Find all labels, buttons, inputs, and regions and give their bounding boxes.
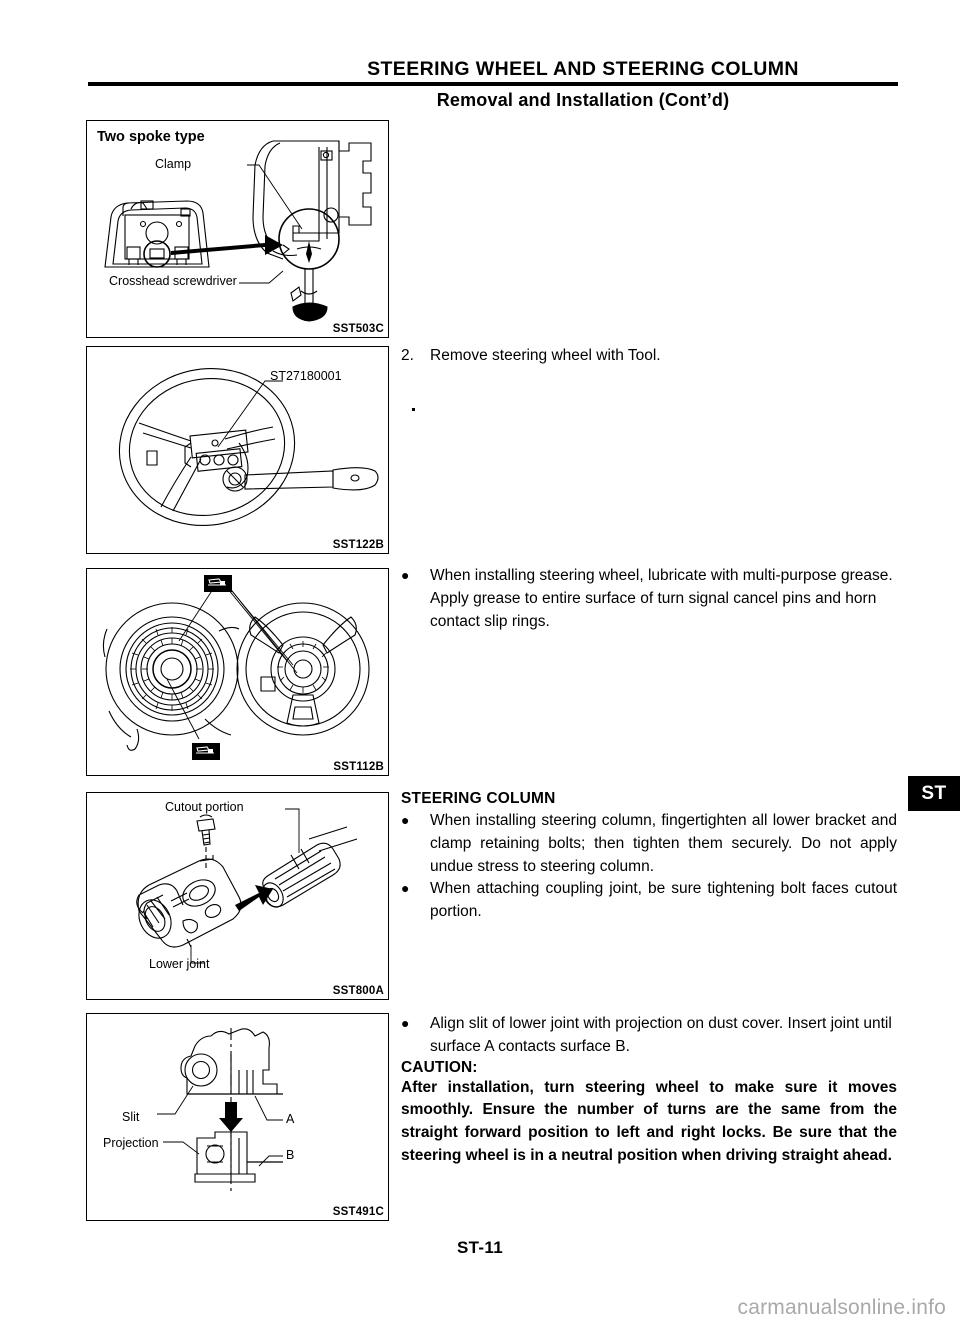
caution-section <box>401 1013 897 1168</box>
figure1-code: SST503C <box>332 323 384 335</box>
step-2 <box>401 345 897 367</box>
header-divider <box>88 82 898 85</box>
bullet-align <box>401 1013 897 1059</box>
page-header <box>88 58 898 111</box>
section-tab-st: ST <box>908 776 960 811</box>
steering-wheel-tool-illustration <box>87 347 387 552</box>
steering-column-section <box>401 790 897 924</box>
page-subtitle: Removal and Installation (Cont’d) <box>436 89 730 110</box>
watermark: carmanualsonline.info <box>737 1296 946 1319</box>
bullet-column-2 <box>401 878 897 924</box>
bullet-icon: ● <box>401 567 410 583</box>
bullet-icon: ● <box>401 1015 410 1031</box>
grease-symbol-icon-bottom <box>192 743 220 760</box>
caution-text: After installation, turn steering wheel to make sure it moves smoothly. Ensure the number of turns are the same from the straight forward position to left and right locks. Be sure that the steering wheel is in a neutral position when driving straight ahead. <box>401 1078 897 1164</box>
section-heading-steering-column: STEERING COLUMN <box>401 790 556 807</box>
caution-label: CAUTION: <box>401 1058 478 1076</box>
figure3-code: SST112B <box>333 761 384 773</box>
bullet-column-1-text: When installing steering column, fingertighten all lower bracket and clamp retaining bolts; then tighten them securely. Do not apply undue stress to steering column. <box>430 812 897 875</box>
figure5-label-surface-a: A <box>286 1112 295 1126</box>
step-2-number: 2. <box>401 347 414 364</box>
page-title: STEERING WHEEL AND STEERING COLUMN <box>367 58 799 80</box>
step-2-block <box>401 345 897 367</box>
grease-points-illustration <box>87 569 387 774</box>
figure5-code: SST491C <box>332 1206 384 1218</box>
lower-joint-illustration <box>87 793 387 998</box>
figure1-label-clamp: Clamp <box>155 157 192 171</box>
step-2-text: Remove steering wheel with Tool. <box>430 347 661 364</box>
bullet-grease <box>401 565 897 633</box>
figure5-label-surface-b: B <box>286 1148 295 1162</box>
figure-panel-slit-projection <box>86 1013 389 1221</box>
grease-symbol-icon-top <box>204 575 232 592</box>
two-spoke-type-illustration <box>87 121 387 336</box>
figure2-code: SST122B <box>332 539 384 551</box>
bullet-icon: ● <box>401 812 410 828</box>
figure5-label-projection: Projection <box>103 1136 159 1150</box>
bullet-column-1 <box>401 810 897 878</box>
figure4-label-lower-joint: Lower joint <box>149 957 210 971</box>
figure-panel-remove-wheel-tool <box>86 346 389 554</box>
figure-panel-lower-joint <box>86 792 389 1000</box>
figure5-label-slit: Slit <box>122 1110 140 1124</box>
figure4-label-cutout-portion: Cutout portion <box>165 800 244 814</box>
bullet-icon: ● <box>401 880 410 897</box>
figure1-label-crosshead-screwdriver: Crosshead screwdriver <box>109 274 237 288</box>
figure1-title: Two spoke type <box>97 129 205 145</box>
bullet-grease-text: When installing steering wheel, lubricate with multi-purpose grease. Apply grease to entire surface of turn signal cancel pins and horn contact slip rings. <box>430 567 893 630</box>
stray-mark <box>412 408 415 411</box>
figure2-label-tool-number: ST27180001 <box>270 369 342 383</box>
figure4-code: SST800A <box>332 985 384 997</box>
grease-bullet-block <box>401 565 897 633</box>
bullet-column-2-text: When attaching coupling joint, be sure tightening bolt faces cutout portion. <box>430 880 897 921</box>
figure-panel-grease-points <box>86 568 389 776</box>
page-number-footer: ST-11 <box>457 1238 503 1257</box>
figure-panel-two-spoke-type <box>86 120 389 338</box>
bullet-align-text: Align slit of lower joint with projection on dust cover. Insert joint until surface A contacts surface B. <box>430 1015 892 1055</box>
